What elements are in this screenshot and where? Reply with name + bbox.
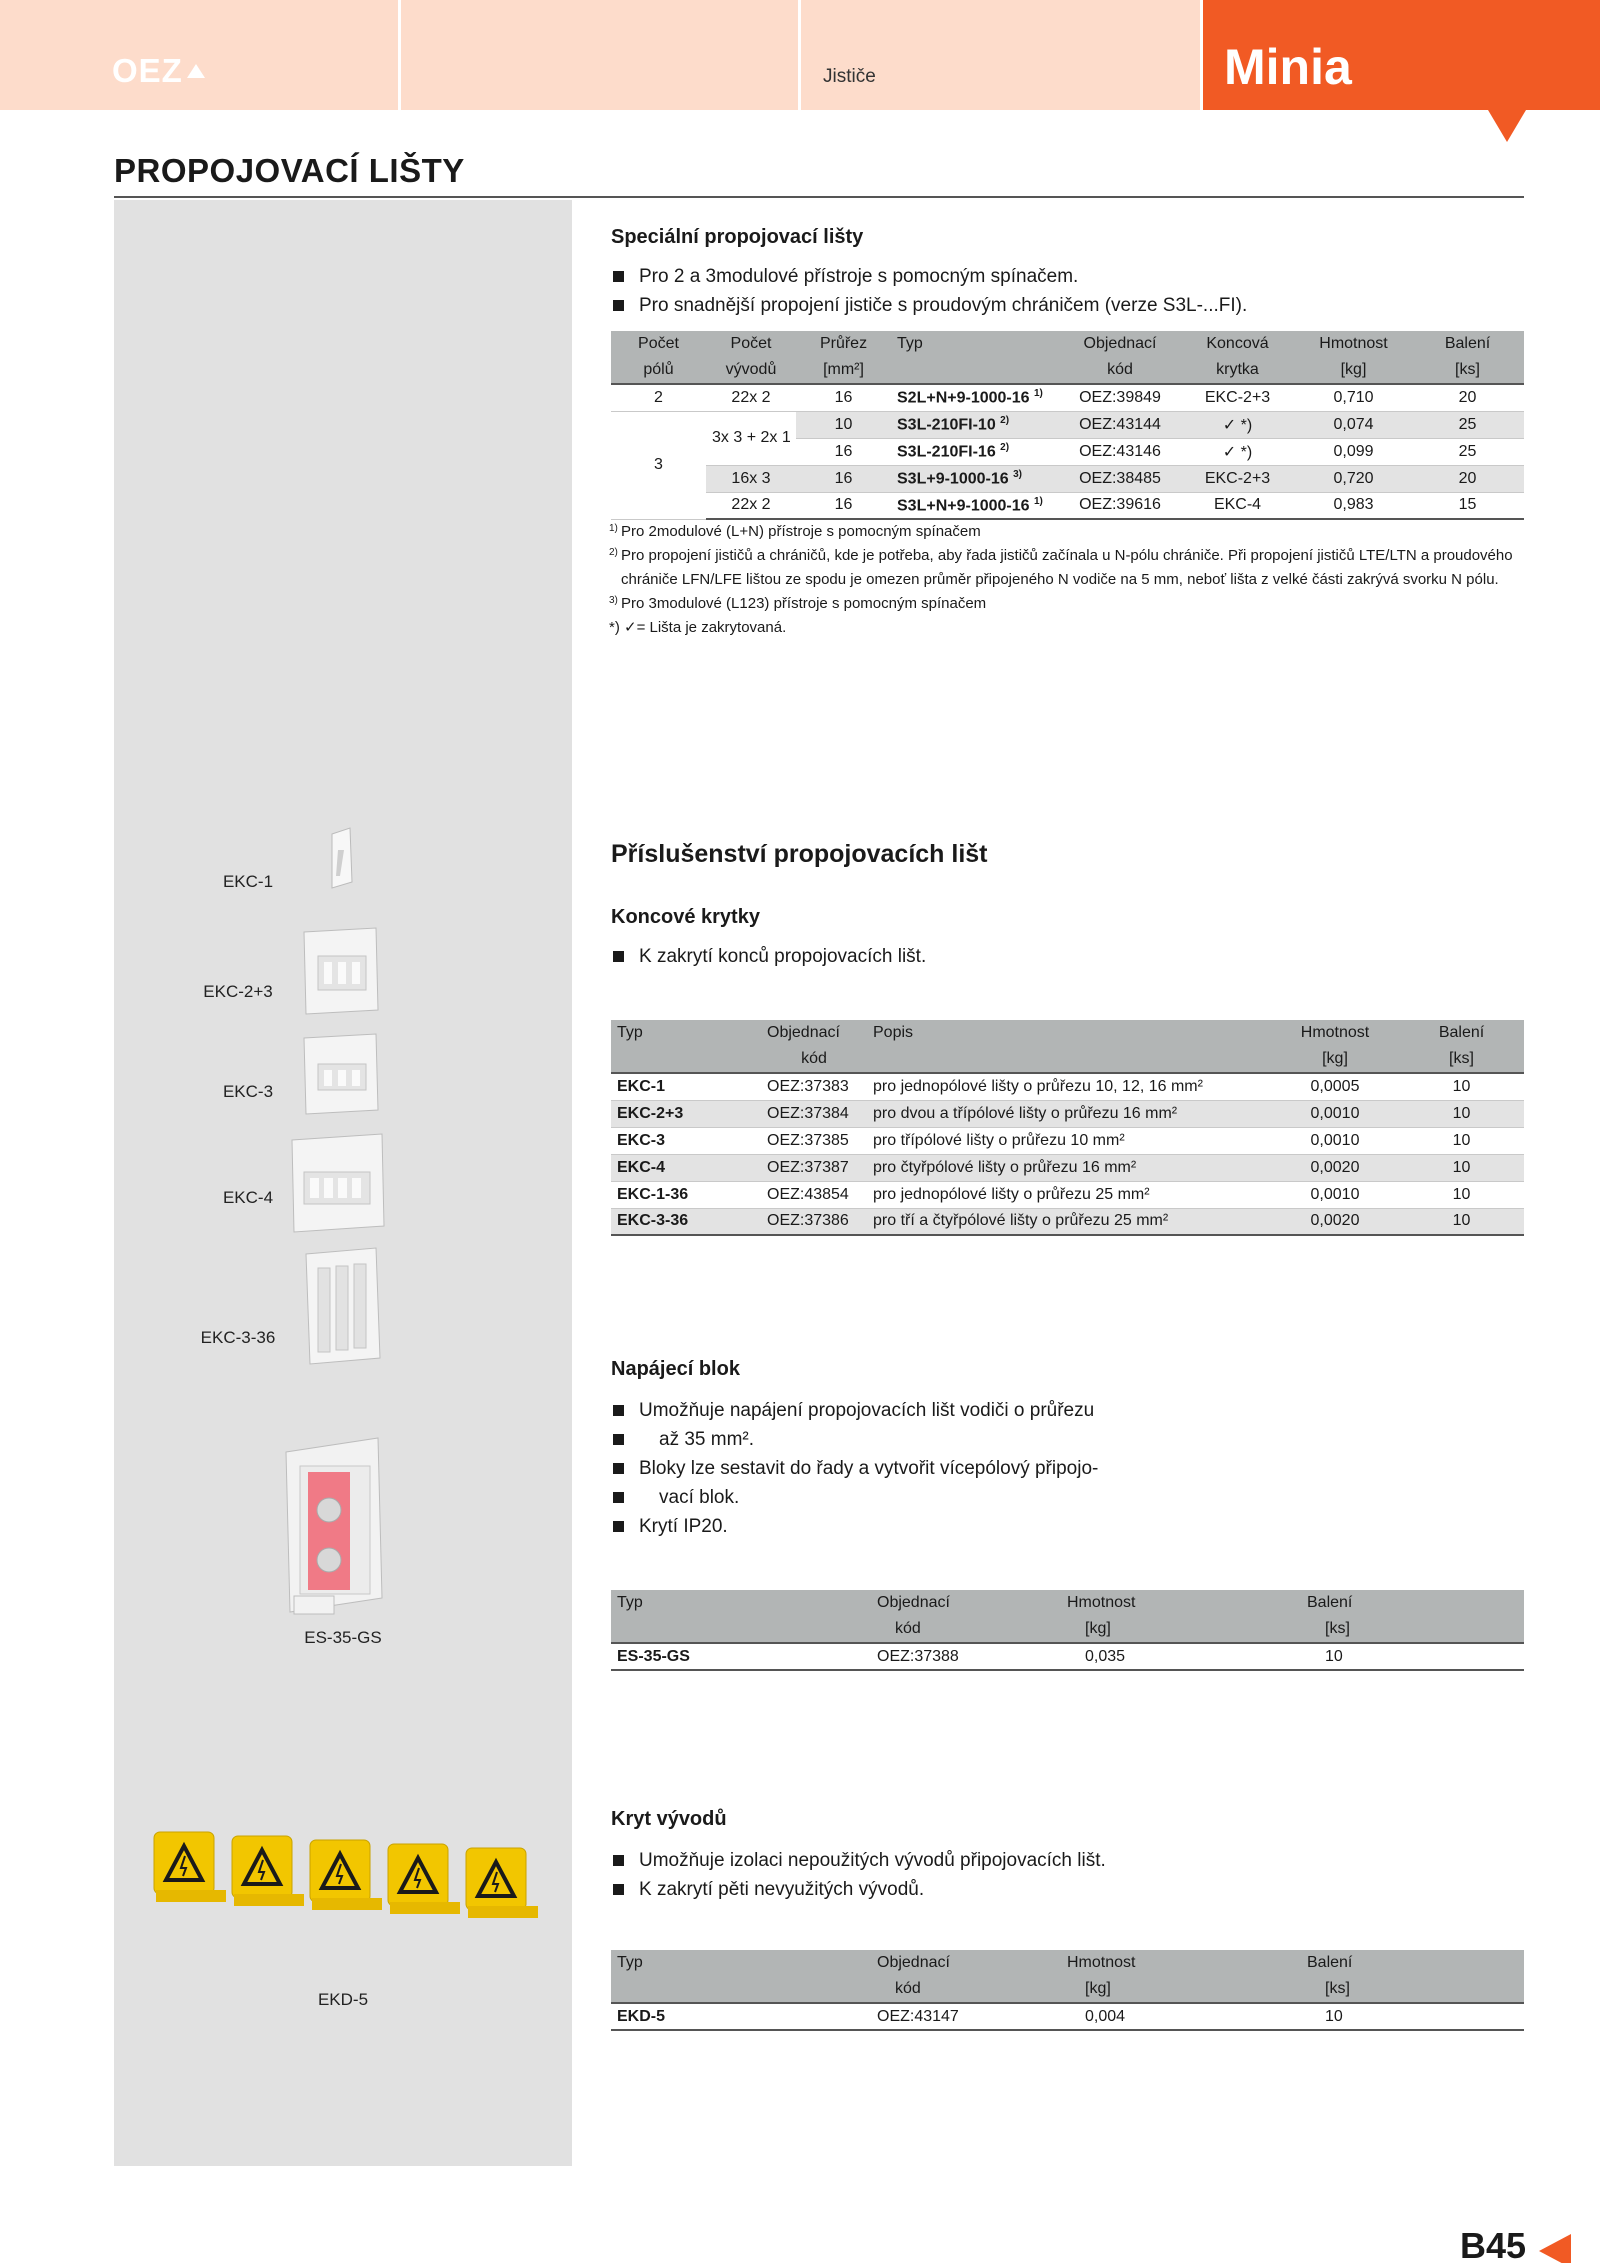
cell-weight: 0,099 — [1296, 438, 1411, 465]
cell-code: OEZ:37384 — [761, 1100, 867, 1127]
col-header — [611, 1616, 871, 1643]
outlet-cover-table — [611, 1950, 1524, 2031]
table-row — [611, 1643, 1524, 1670]
supply-block-table — [611, 1590, 1524, 1671]
col-header: [ks] — [1399, 1046, 1524, 1073]
cell-pack: 10 — [1399, 1181, 1524, 1208]
cell-end-cap: ✓ *) — [1179, 411, 1296, 438]
col-header: [mm²] — [796, 357, 891, 384]
col-header: Balení — [1301, 1590, 1524, 1616]
col-header: kód — [761, 1046, 867, 1073]
col-header: vývodů — [706, 357, 796, 384]
cell-description: pro tří a čtyřpólové lišty o průřezu 25 mm² — [867, 1208, 1271, 1235]
col-header: Průřez — [796, 331, 891, 357]
cell-weight: 0,074 — [1296, 411, 1411, 438]
table-row — [611, 465, 1524, 492]
bullet-item: Pro snadnější propojení jističe s proudovým chráničem (verze S3L-...FI). — [611, 291, 1247, 320]
col-header: Balení — [1301, 1950, 1524, 1976]
cell-code: OEZ:43854 — [761, 1181, 867, 1208]
cell-weight: 0,0020 — [1271, 1208, 1399, 1235]
page-header — [0, 0, 1600, 110]
page-arrow-icon — [1539, 2234, 1571, 2263]
label-ekd-5: EKD-5 — [317, 1990, 369, 2009]
cell-code: OEZ:37387 — [761, 1154, 867, 1181]
cell-weight: 0,004 — [1061, 2003, 1301, 2030]
cell-code: OEZ:39616 — [1061, 492, 1179, 519]
col-header: kód — [871, 1976, 1061, 2003]
header-cell-section — [801, 0, 1200, 110]
bullet-item: Bloky lze sestavit do řady a vytvořit vícepólový připojo- — [611, 1454, 1098, 1483]
cell-type: EKD-5 — [611, 2003, 871, 2030]
page-number: B45 — [1460, 2225, 1527, 2263]
cell-pack: 25 — [1411, 411, 1524, 438]
cell-type: EKC-4 — [611, 1154, 761, 1181]
cell-end-cap: ✓ *) — [1179, 438, 1296, 465]
cell-type: ES-35-GS — [611, 1643, 871, 1670]
col-header: krytka — [1179, 357, 1296, 384]
col-header: Typ — [611, 1590, 871, 1616]
cell-type: EKC-1-36 — [611, 1181, 761, 1208]
end-caps-table — [611, 1020, 1524, 1236]
cell-end-cap: EKC-2+3 — [1179, 384, 1296, 411]
ekd-5-image — [154, 1832, 538, 1918]
cell-weight: 0,035 — [1061, 1643, 1301, 1670]
cell-pack: 10 — [1399, 1100, 1524, 1127]
cell-cross-section: 16 — [796, 384, 891, 411]
cell-type: EKC-2+3 — [611, 1100, 761, 1127]
cell-pack: 10 — [1399, 1073, 1524, 1100]
bullet-continuation: až 35 mm². — [611, 1425, 1098, 1454]
cell-weight: 0,0005 — [1271, 1073, 1399, 1100]
label-ekc-4: EKC-4 — [222, 1188, 274, 1207]
supply-block-heading: Napájecí blok — [611, 1358, 740, 1380]
col-header: Hmotnost — [1296, 331, 1411, 357]
col-header: Koncová — [1179, 331, 1296, 357]
special-bars-bullets — [611, 262, 1247, 320]
cell-pack: 20 — [1411, 384, 1524, 411]
col-header: [kg] — [1271, 1046, 1399, 1073]
col-header: [kg] — [1061, 1976, 1301, 2003]
col-header: [kg] — [1296, 357, 1411, 384]
cell-weight: 0,710 — [1296, 384, 1411, 411]
cell-code: OEZ:43146 — [1061, 438, 1179, 465]
table-row — [611, 2003, 1524, 2030]
cell-pack: 25 — [1411, 438, 1524, 465]
col-header: Počet — [706, 331, 796, 357]
cell-pack: 10 — [1399, 1127, 1524, 1154]
table-row — [611, 492, 1524, 519]
col-header: Hmotnost — [1061, 1950, 1301, 1976]
cell-pack: 10 — [1301, 2003, 1524, 2030]
ekc-3-image — [304, 1034, 378, 1114]
col-header: pólů — [611, 357, 706, 384]
col-header — [891, 357, 1061, 384]
cell-type: S2L+N+9-1000-16 $^{1)}$ — [891, 384, 1061, 411]
special-bars-table — [611, 331, 1524, 520]
cell-pack: 15 — [1411, 492, 1524, 519]
outlet-cover-heading: Kryt vývodů — [611, 1808, 727, 1830]
table-row — [611, 384, 1524, 411]
col-header: Objednací — [1061, 331, 1179, 357]
end-caps-bullets — [611, 942, 926, 971]
cell-cross-section: 16 — [796, 438, 891, 465]
col-header: Typ — [611, 1020, 761, 1046]
outlet-cover-bullets — [611, 1846, 1106, 1904]
cell-weight: 0,0010 — [1271, 1181, 1399, 1208]
cell-description: pro dvou a třípólové lišty o průřezu 16 mm² — [867, 1100, 1271, 1127]
oez-logo: OEZ — [112, 52, 205, 90]
col-header: [ks] — [1301, 1976, 1524, 2003]
bullet-item: K zakrytí pěti nevyužitých vývodů. — [611, 1875, 1106, 1904]
cell-code: OEZ:37383 — [761, 1073, 867, 1100]
cell-type: S3L+N+9-1000-16 $^{1)}$ — [891, 492, 1061, 519]
table-row — [611, 1181, 1524, 1208]
table-row — [611, 411, 1524, 438]
accessories-heading: Příslušenství propojovacích lišt — [611, 840, 988, 868]
section-label: Jističe — [823, 66, 876, 87]
cell-description: pro čtyřpólové lišty o průřezu 16 mm² — [867, 1154, 1271, 1181]
brand-notch-icon — [1488, 110, 1526, 142]
cell-code: OEZ:37385 — [761, 1127, 867, 1154]
brand-title: Minia — [1224, 39, 1352, 95]
title-divider — [114, 196, 1524, 198]
col-header: [ks] — [1411, 357, 1524, 384]
ekc-3-36-image — [306, 1248, 380, 1364]
special-bars-heading: Speciální propojovací lišty — [611, 226, 864, 248]
bullet-item: Umožňuje izolaci nepoužitých vývodů připojovacích lišt. — [611, 1846, 1106, 1875]
cell-weight: 0,0020 — [1271, 1154, 1399, 1181]
table-footnotes — [609, 520, 1529, 640]
cell-pack: 10 — [1399, 1208, 1524, 1235]
footnote: 3) Pro 3modulové (L123) přístroje s pomocným spínačem — [609, 595, 987, 612]
cell-code: OEZ:43147 — [871, 2003, 1061, 2030]
cell-weight: 0,0010 — [1271, 1100, 1399, 1127]
table-row — [611, 1127, 1524, 1154]
col-header: Objednací — [761, 1020, 867, 1046]
cell-outlets: 3x 3 + 2x 1 — [706, 411, 796, 465]
bullet-item: K zakrytí konců propojovacích lišt. — [611, 942, 926, 971]
header-cell-blank — [401, 0, 798, 110]
table-row — [611, 1154, 1524, 1181]
col-header: Popis — [867, 1020, 1271, 1046]
col-header: Balení — [1399, 1020, 1524, 1046]
cell-pack: 10 — [1301, 1643, 1524, 1670]
table-row — [611, 1208, 1524, 1235]
bullet-item: Umožňuje napájení propojovacích lišt vodiči o průřezu — [611, 1396, 1098, 1425]
cell-poles: 3 — [611, 411, 706, 519]
table-row — [611, 1100, 1524, 1127]
col-header — [611, 1046, 761, 1073]
table-row — [611, 1073, 1524, 1100]
bullet-item: Pro 2 a 3modulové přístroje s pomocným spínačem. — [611, 262, 1247, 291]
cell-description: pro jednopólové lišty o průřezu 10, 12, 16 mm² — [867, 1073, 1271, 1100]
label-ekc-3: EKC-3 — [222, 1082, 274, 1101]
cell-type: EKC-3-36 — [611, 1208, 761, 1235]
cell-type: S3L-210FI-10 $^{2)}$ — [891, 411, 1061, 438]
cell-cross-section: 10 — [796, 411, 891, 438]
bullet-continuation: vací blok. — [611, 1483, 1098, 1512]
footnote: 1) Pro 2modulové (L+N) přístroje s pomocným spínačem — [609, 523, 981, 540]
col-header: Počet — [611, 331, 706, 357]
cell-pack: 20 — [1411, 465, 1524, 492]
col-header: Hmotnost — [1271, 1020, 1399, 1046]
cell-type: S3L-210FI-16 $^{2)}$ — [891, 438, 1061, 465]
cell-poles: 2 — [611, 384, 706, 411]
page-title: PROPOJOVACÍ LIŠTY — [114, 152, 465, 189]
label-ekc-3-36: EKC-3-36 — [200, 1328, 276, 1347]
header-cell-logo — [0, 0, 398, 110]
ekc-1-image — [332, 828, 352, 888]
col-header: Typ — [611, 1950, 871, 1976]
es-35-gs-image — [286, 1438, 382, 1614]
end-caps-heading: Koncové krytky — [611, 906, 760, 928]
col-header: Objednací — [871, 1950, 1061, 1976]
cell-code: OEZ:38485 — [1061, 465, 1179, 492]
cell-end-cap: EKC-4 — [1179, 492, 1296, 519]
col-header — [611, 1976, 871, 2003]
cell-code: OEZ:37386 — [761, 1208, 867, 1235]
ekc-4-image — [292, 1134, 384, 1232]
cell-cross-section: 16 — [796, 465, 891, 492]
col-header: Objednací — [871, 1590, 1061, 1616]
cell-pack: 10 — [1399, 1154, 1524, 1181]
label-es-35-gs: ES-35-GS — [304, 1628, 382, 1647]
cell-outlets: 16x 3 — [706, 465, 796, 492]
col-header — [867, 1046, 1271, 1073]
cell-description: pro třípólové lišty o průřezu 10 mm² — [867, 1127, 1271, 1154]
footnote: 2) Pro propojení jističů a chráničů, kde je potřeba, aby řada jističů začínala u N-pólu chrániče. Při propojení jističů LTE/LTN a proudového chrániče LFN/LFE lištou ze spodu je omezen průměr připojeného N vodiče na 5 mm, neboť lišta z velké části zakrývá svorku N pólu. — [609, 547, 1513, 588]
col-header: Typ — [891, 331, 1061, 357]
cell-weight: 0,983 — [1296, 492, 1411, 519]
cell-code: OEZ:39849 — [1061, 384, 1179, 411]
cell-type: EKC-3 — [611, 1127, 761, 1154]
label-ekc-1: EKC-1 — [222, 872, 274, 891]
cell-description: pro jednopólové lišty o průřezu 25 mm² — [867, 1181, 1271, 1208]
cell-code: OEZ:43144 — [1061, 411, 1179, 438]
cell-outlets: 22x 2 — [706, 492, 796, 519]
ekc-2-3-image — [304, 928, 378, 1014]
cell-outlets: 22x 2 — [706, 384, 796, 411]
cell-cross-section: 16 — [796, 492, 891, 519]
cell-code: OEZ:37388 — [871, 1643, 1061, 1670]
col-header: [kg] — [1061, 1616, 1301, 1643]
footnote: *) ✓= Lišta je zakrytovaná. — [609, 619, 787, 636]
cell-weight: 0,0010 — [1271, 1127, 1399, 1154]
cell-weight: 0,720 — [1296, 465, 1411, 492]
col-header: Hmotnost — [1061, 1590, 1301, 1616]
col-header: kód — [871, 1616, 1061, 1643]
col-header: [ks] — [1301, 1616, 1524, 1643]
cell-end-cap: EKC-2+3 — [1179, 465, 1296, 492]
col-header: Balení — [1411, 331, 1524, 357]
supply-block-bullets — [611, 1396, 1098, 1541]
cell-type: S3L+9-1000-16 $^{3)}$ — [891, 465, 1061, 492]
label-ekc-2-3: EKC-2+3 — [203, 982, 273, 1001]
col-header: kód — [1061, 357, 1179, 384]
bullet-item: Krytí IP20. — [611, 1512, 1098, 1541]
cell-type: EKC-1 — [611, 1073, 761, 1100]
